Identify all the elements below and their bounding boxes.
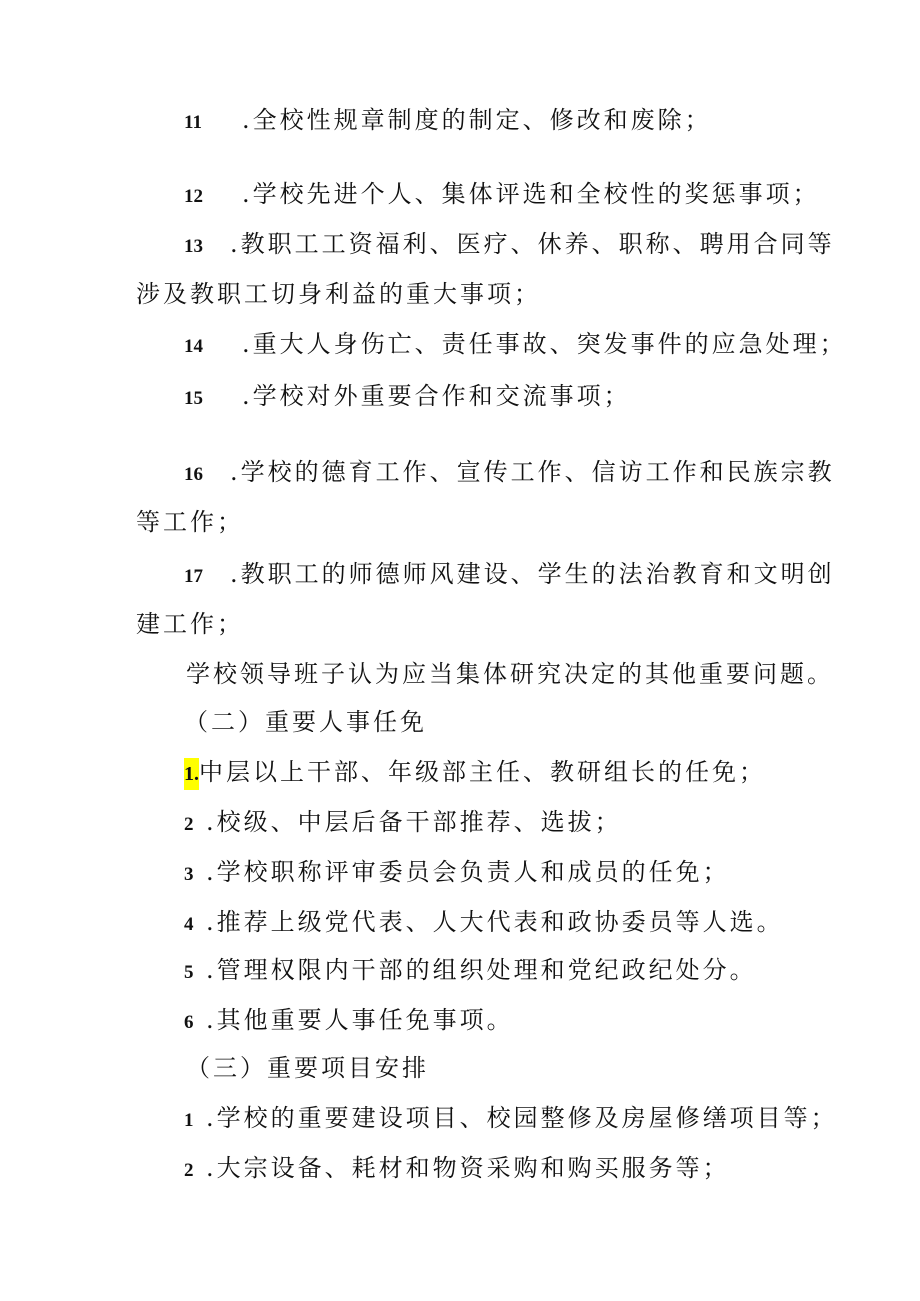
item-text: .学校对外重要合作和交流事项； xyxy=(242,382,631,410)
item-number-highlighted: 1. xyxy=(184,758,199,790)
item-17-continuation: 建工作； xyxy=(136,610,244,638)
item-number: 11 xyxy=(184,112,202,133)
item-number: 4 xyxy=(184,914,194,935)
item-text: .学校的德育工作、宣传工作、信访工作和民族宗教 xyxy=(230,458,835,486)
item-number: 14 xyxy=(184,336,203,357)
section-2-heading: （二）重要人事任免 xyxy=(184,708,427,736)
section-2-item-2 xyxy=(184,806,622,841)
item-number: 2 xyxy=(184,814,194,835)
item-17 xyxy=(184,558,835,593)
item-number: 13 xyxy=(184,236,203,257)
item-13-continuation: 涉及教职工切身利益的重大事项； xyxy=(136,280,541,308)
item-text: 中层以上干部、年级部主任、教研组长的任免； xyxy=(199,758,766,786)
item-number: 16 xyxy=(184,464,203,485)
item-14 xyxy=(184,328,847,363)
section-2-item-4 xyxy=(184,906,784,941)
item-text: .教职工的师德师风建设、学生的法治教育和文明创 xyxy=(230,560,835,588)
section-2-item-1 xyxy=(184,756,766,790)
section-2-item-3 xyxy=(184,856,730,891)
item-number: 15 xyxy=(184,388,203,409)
item-text: .学校先进个人、集体评选和全校性的奖惩事项； xyxy=(242,180,820,208)
section-2-item-6 xyxy=(184,1004,514,1039)
section-3-item-1 xyxy=(184,1102,838,1137)
item-number: 2 xyxy=(184,1160,194,1181)
closing-paragraph: 学校领导班子认为应当集体研究决定的其他重要问题。 xyxy=(186,660,834,688)
item-number: 17 xyxy=(184,566,203,587)
item-text: .教职工工资福利、医疗、休养、职称、聘用合同等 xyxy=(230,230,835,258)
item-text: .大宗设备、耗材和物资采购和购买服务等； xyxy=(206,1154,730,1182)
item-text: .学校的重要建设项目、校园整修及房屋修缮项目等； xyxy=(206,1104,838,1132)
item-text: .全校性规章制度的制定、修改和废除； xyxy=(242,106,712,134)
item-text: .学校职称评审委员会负责人和成员的任免； xyxy=(206,858,730,886)
item-text: .其他重要人事任免事项。 xyxy=(206,1006,514,1034)
section-3-item-2 xyxy=(184,1152,730,1187)
item-13 xyxy=(184,228,835,263)
item-15 xyxy=(184,380,631,415)
item-number: 12 xyxy=(184,186,203,207)
item-text: .校级、中层后备干部推荐、选拔； xyxy=(206,808,622,836)
section-3-heading: （三）重要项目安排 xyxy=(186,1054,429,1082)
item-text: .管理权限内干部的组织处理和党纪政纪处分。 xyxy=(206,956,757,984)
item-text: .推荐上级党代表、人大代表和政协委员等人选。 xyxy=(206,908,784,936)
item-number: 6 xyxy=(184,1012,194,1033)
item-number: 5 xyxy=(184,962,194,983)
item-number: 1 xyxy=(184,1110,194,1131)
item-12 xyxy=(184,178,820,213)
section-2-item-5 xyxy=(184,954,757,989)
item-number: 3 xyxy=(184,864,194,885)
item-16 xyxy=(184,456,835,491)
item-11 xyxy=(184,104,712,139)
item-text: .重大人身伤亡、责任事故、突发事件的应急处理； xyxy=(242,330,847,358)
item-16-continuation: 等工作； xyxy=(136,508,244,536)
